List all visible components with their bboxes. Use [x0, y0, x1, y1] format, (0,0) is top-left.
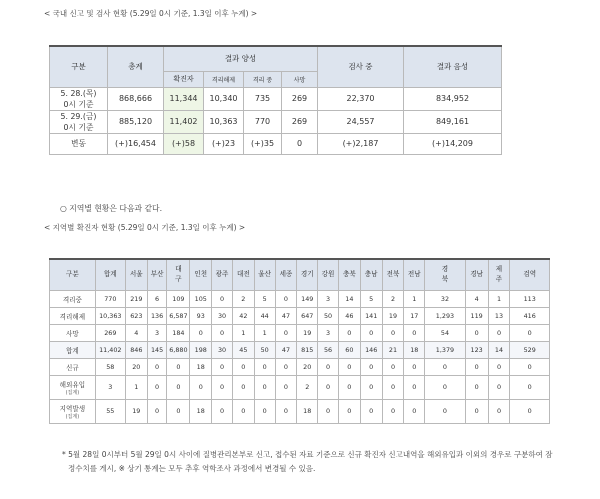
table-cell: 0 — [212, 399, 233, 423]
table-cell: 1 — [404, 290, 425, 307]
table-cell: 198 — [190, 341, 212, 358]
table-cell: 32 — [425, 290, 466, 307]
table-cell: 269 — [95, 324, 125, 341]
region-header: 충남 — [360, 259, 382, 290]
table-cell: 20 — [125, 358, 147, 375]
table-cell: 105 — [190, 290, 212, 307]
table-row — [50, 133, 502, 154]
row-label-text: 격리해제 — [59, 312, 86, 321]
table-cell: 0 — [167, 375, 190, 399]
cell-released: 10,340 — [204, 87, 244, 110]
table-cell: 0 — [147, 358, 167, 375]
region-header: 구분 — [50, 259, 96, 290]
table-cell: 56 — [318, 341, 339, 358]
table-cell: 0 — [510, 324, 550, 341]
table-cell: 30 — [212, 341, 233, 358]
table-cell: 529 — [510, 341, 550, 358]
table-cell: 623 — [125, 307, 147, 324]
table-cell: 0 — [167, 358, 190, 375]
table-cell: 4 — [465, 290, 488, 307]
table-row — [50, 324, 550, 341]
table-cell: 1,379 — [425, 341, 466, 358]
table-cell: 0 — [275, 358, 297, 375]
row-label — [50, 324, 96, 341]
cell-isolating: 770 — [244, 110, 282, 133]
table-cell: 2 — [382, 290, 404, 307]
table-cell: 1 — [232, 324, 254, 341]
table-cell: 0 — [382, 375, 404, 399]
cell-negative: 834,952 — [404, 87, 502, 110]
header-testing: 검사 중 — [318, 46, 404, 87]
region-header: 검역 — [510, 259, 550, 290]
table-cell: 19 — [297, 324, 318, 341]
table-cell: 0 — [232, 358, 254, 375]
table-cell: 0 — [254, 375, 275, 399]
region-header: 전북 — [382, 259, 404, 290]
table-cell: 0 — [425, 358, 466, 375]
footnote-line-1: * 5월 28일 0시부터 5월 29일 0시 사이에 질병관리본부로 신고, 접수된 자료 기준으로 신규 확진자 신고내역을 해외유입과 이외의 경우로 구분하여 잠 — [62, 450, 553, 459]
region-intro: ○ 지역별 현황은 다음과 같다. — [60, 204, 163, 213]
table-cell: 136 — [147, 307, 167, 324]
table-cell: 21 — [382, 341, 404, 358]
table-cell: 0 — [275, 290, 297, 307]
table2-caption: < 지역별 확진자 현황 (5.29일 0시 기준, 1.3일 이후 누계) > — [44, 223, 246, 232]
row-label-text: 합계 — [65, 346, 79, 355]
table-cell: 141 — [360, 307, 382, 324]
table-cell: 0 — [488, 375, 510, 399]
table-cell: 0 — [404, 324, 425, 341]
cell-released: 10,363 — [204, 110, 244, 133]
table-cell: 0 — [382, 358, 404, 375]
table-cell: 846 — [125, 341, 147, 358]
table-cell: 0 — [510, 358, 550, 375]
table-cell: 3 — [318, 290, 339, 307]
table-cell: 19 — [125, 399, 147, 423]
table-cell: 18 — [404, 341, 425, 358]
table-cell: 0 — [190, 324, 212, 341]
table-cell: 6 — [147, 290, 167, 307]
cell-testing: 24,557 — [318, 110, 404, 133]
table-cell: 0 — [425, 375, 466, 399]
table-cell: 4 — [125, 324, 147, 341]
region-header: 대 구 — [167, 259, 190, 290]
header-released: 격리해제 — [204, 71, 244, 87]
table-cell: 19 — [382, 307, 404, 324]
table-cell: 0 — [382, 324, 404, 341]
cell-confirmed: (+)58 — [164, 133, 204, 154]
cell-total: 868,666 — [108, 87, 164, 110]
table-cell: 0 — [338, 324, 360, 341]
table-cell: 14 — [338, 290, 360, 307]
cell-negative: (+)14,209 — [404, 133, 502, 154]
table-cell: 0 — [488, 324, 510, 341]
region-header: 광주 — [212, 259, 233, 290]
header-total: 총계 — [108, 46, 164, 87]
table-cell: 20 — [297, 358, 318, 375]
table-row — [50, 110, 502, 133]
cell-isolating: 735 — [244, 87, 282, 110]
table-cell: 0 — [254, 358, 275, 375]
table-cell: 46 — [338, 307, 360, 324]
header-death: 사망 — [282, 71, 318, 87]
region-header: 합계 — [95, 259, 125, 290]
table-cell: 119 — [465, 307, 488, 324]
region-header: 경 북 — [425, 259, 466, 290]
row-label-text: 사망 — [65, 329, 79, 338]
table-cell: 47 — [275, 307, 297, 324]
table-cell: 0 — [510, 399, 550, 423]
cell-testing: 22,370 — [318, 87, 404, 110]
row-label-text: 신규 — [65, 363, 79, 372]
table-cell: 0 — [425, 399, 466, 423]
region-header: 제 주 — [488, 259, 510, 290]
table-cell: 0 — [318, 399, 339, 423]
table-cell: 5 — [360, 290, 382, 307]
table-cell: 14 — [488, 341, 510, 358]
table-cell: 3 — [147, 324, 167, 341]
cell-confirmed: 11,344 — [164, 87, 204, 110]
table-cell: 0 — [360, 375, 382, 399]
table-cell: 18 — [190, 399, 212, 423]
regional-table — [49, 258, 550, 424]
table-cell: 0 — [318, 375, 339, 399]
table-row — [50, 358, 550, 375]
row-label — [50, 375, 96, 399]
table-cell: 55 — [95, 399, 125, 423]
table-cell: 5 — [254, 290, 275, 307]
table-cell: 0 — [212, 375, 233, 399]
table-cell: 93 — [190, 307, 212, 324]
cell-negative: 849,161 — [404, 110, 502, 133]
table-cell: 3 — [95, 375, 125, 399]
table-cell: 18 — [297, 399, 318, 423]
table-cell: 770 — [95, 290, 125, 307]
table-cell: 50 — [254, 341, 275, 358]
cell-released: (+)23 — [204, 133, 244, 154]
region-header: 전남 — [404, 259, 425, 290]
table-cell: 18 — [190, 358, 212, 375]
table-cell: 0 — [510, 375, 550, 399]
table-cell: 0 — [318, 358, 339, 375]
table-cell: 2 — [232, 290, 254, 307]
table-cell: 0 — [275, 375, 297, 399]
row-label-text: 격리중 — [62, 295, 82, 304]
region-header: 세종 — [275, 259, 297, 290]
table-row — [50, 375, 550, 399]
table-cell: 0 — [360, 358, 382, 375]
table-cell: 0 — [254, 399, 275, 423]
table-cell: 123 — [465, 341, 488, 358]
table-cell: 45 — [232, 341, 254, 358]
table-cell: 60 — [338, 341, 360, 358]
table-cell: 109 — [167, 290, 190, 307]
region-header: 경남 — [465, 259, 488, 290]
table-cell: 0 — [360, 324, 382, 341]
table-cell: 54 — [425, 324, 466, 341]
header-gubun: 구분 — [50, 46, 108, 87]
table-cell: 50 — [318, 307, 339, 324]
region-header: 인천 — [190, 259, 212, 290]
table-cell: 0 — [338, 399, 360, 423]
row-label-note: (집계) — [65, 413, 80, 420]
cell-isolating: (+)35 — [244, 133, 282, 154]
table-cell: 0 — [360, 399, 382, 423]
table-cell: 0 — [212, 358, 233, 375]
table-cell: 10,363 — [95, 307, 125, 324]
table-cell: 47 — [275, 341, 297, 358]
table-cell: 149 — [297, 290, 318, 307]
table-row — [50, 87, 502, 110]
table-cell: 0 — [404, 358, 425, 375]
row-label-text: 해외유입 — [59, 380, 86, 389]
region-header: 경기 — [297, 259, 318, 290]
table-cell: 0 — [275, 324, 297, 341]
table-cell: 184 — [167, 324, 190, 341]
table-cell: 58 — [95, 358, 125, 375]
table-row — [50, 341, 550, 358]
row-label — [50, 110, 108, 133]
table-cell: 145 — [147, 341, 167, 358]
header-positive: 결과 양성 — [164, 46, 318, 71]
row-label-time: 0시 기준 — [63, 99, 94, 109]
table-cell: 6,587 — [167, 307, 190, 324]
footnote-line-2: 정수치를 게시, ※ 상기 통계는 모두 추후 역학조사 과정에서 변경될 수 있음. — [68, 464, 316, 473]
table1-caption: < 국내 신고 및 검사 현황 (5.29일 0시 기준, 1.3일 이후 누계) > — [44, 9, 258, 18]
row-label — [50, 399, 96, 423]
table-cell: 13 — [488, 307, 510, 324]
cell-testing: (+)2,187 — [318, 133, 404, 154]
table-cell: 647 — [297, 307, 318, 324]
table-cell: 11,402 — [95, 341, 125, 358]
table-row — [50, 399, 550, 423]
table-cell: 0 — [232, 375, 254, 399]
table-row — [50, 290, 550, 307]
table-cell: 416 — [510, 307, 550, 324]
table-cell: 0 — [338, 358, 360, 375]
table-cell: 0 — [488, 399, 510, 423]
national-test-table — [49, 45, 502, 155]
row-label — [50, 358, 96, 375]
row-label — [50, 307, 96, 324]
row-label-time: 0시 기준 — [63, 122, 94, 132]
cell-total: 885,120 — [108, 110, 164, 133]
table-cell: 1,293 — [425, 307, 466, 324]
region-header: 울산 — [254, 259, 275, 290]
cell-death: 269 — [282, 87, 318, 110]
table-cell: 0 — [147, 399, 167, 423]
cell-confirmed: 11,402 — [164, 110, 204, 133]
table-cell: 0 — [465, 324, 488, 341]
region-header: 충북 — [338, 259, 360, 290]
region-header: 강원 — [318, 259, 339, 290]
cell-death: 269 — [282, 110, 318, 133]
table-cell: 219 — [125, 290, 147, 307]
row-label — [50, 341, 96, 358]
row-label-date: 5. 29.(금) — [60, 111, 97, 121]
table-cell: 0 — [488, 358, 510, 375]
table-cell: 146 — [360, 341, 382, 358]
table-cell: 113 — [510, 290, 550, 307]
table-cell: 0 — [338, 375, 360, 399]
header-confirmed: 확진자 — [164, 71, 204, 87]
table-cell: 3 — [318, 324, 339, 341]
table-cell: 815 — [297, 341, 318, 358]
row-label-note: (집계) — [65, 389, 80, 396]
row-label-text: 지역발생 — [59, 404, 86, 413]
table-cell: 1 — [125, 375, 147, 399]
table-cell: 0 — [382, 399, 404, 423]
cell-total: (+)16,454 — [108, 133, 164, 154]
table-cell: 30 — [212, 307, 233, 324]
cell-death: 0 — [282, 133, 318, 154]
table-cell: 0 — [167, 399, 190, 423]
header-negative: 결과 음성 — [404, 46, 502, 87]
row-label — [50, 290, 96, 307]
table-cell: 1 — [488, 290, 510, 307]
row-label — [50, 87, 108, 110]
table-cell: 0 — [404, 399, 425, 423]
table-cell: 44 — [254, 307, 275, 324]
table-cell: 0 — [212, 290, 233, 307]
table-cell: 1 — [254, 324, 275, 341]
table-cell: 0 — [465, 358, 488, 375]
table-cell: 0 — [212, 324, 233, 341]
table-cell: 0 — [404, 375, 425, 399]
table-cell: 0 — [465, 375, 488, 399]
table-cell: 42 — [232, 307, 254, 324]
region-header: 부산 — [147, 259, 167, 290]
table-cell: 2 — [297, 375, 318, 399]
table-cell: 6,880 — [167, 341, 190, 358]
region-header: 서울 — [125, 259, 147, 290]
table-row — [50, 307, 550, 324]
table-cell: 0 — [232, 399, 254, 423]
region-header: 대전 — [232, 259, 254, 290]
row-label-date: 5. 28.(목) — [60, 88, 97, 98]
header-isolating: 격리 중 — [244, 71, 282, 87]
table-cell: 0 — [275, 399, 297, 423]
table-cell: 0 — [190, 375, 212, 399]
row-label-change: 변동 — [50, 133, 108, 154]
table-cell: 0 — [465, 399, 488, 423]
table-cell: 0 — [147, 375, 167, 399]
table-cell: 17 — [404, 307, 425, 324]
